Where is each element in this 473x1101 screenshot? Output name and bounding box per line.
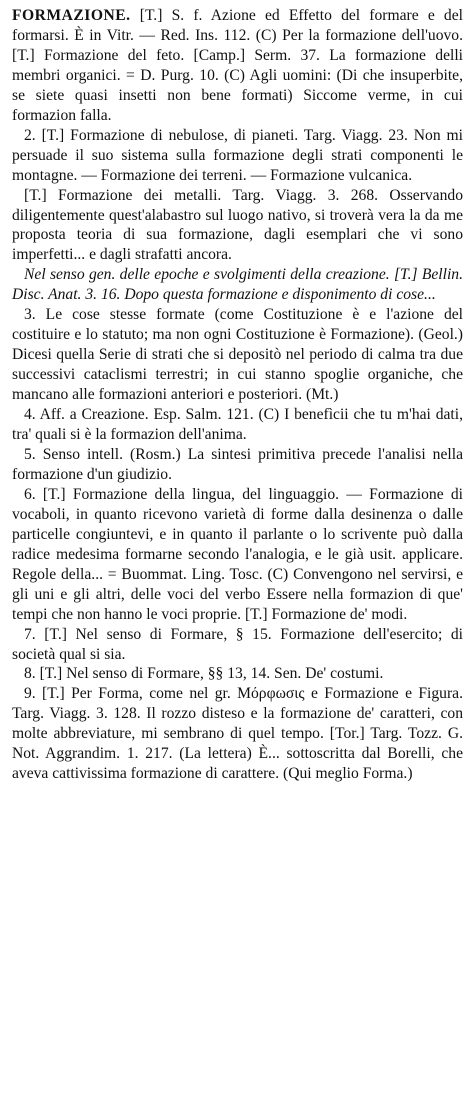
entry-sense-2b: [T.] Formazione dei metalli. Targ. Viagg. 3. 268. Osservando diligentemente quest'alabastro sul luogo nativo, si troverà vera la da me proposta teoria di sua formazione, dagli esemplari che vi sono imperfetti... e dagli strafatti ancora. — [12, 186, 463, 264]
entry-sense-4: 4. Aff. a Creazione. Esp. Salm. 121. (C) I benefìcii che tu m'hai dati, tra' quali si è la formazion dell'anima. — [12, 406, 463, 444]
entry-sense-5: 5. Senso intell. (Rosm.) La sintesi primitiva precede l'analisi nella formazione d'un giudizio. — [12, 445, 463, 483]
headword: FORMAZIONE. — [12, 7, 131, 24]
sense-1-examples: (C) Per la formazione dell'uovo. [T.] Formazione del feto. [Camp.] Serm. 37. La formazione delli membri organici. = D. Purg. 10. (C) Agli uomini: (Di che insuperbite, se siete quasi insetti non bene formati) Siccome verme, in cui formazion falla. — [12, 26, 463, 124]
entry-sense-2: 2. [T.] Formazione di nebulose, di pianeti. Targ. Viagg. 23. Non mi persuade il suo sistema sulla formazione degli strati componenti le montagne. — Formazione dei terreni. — Formazione vulcanica. — [12, 126, 463, 184]
entry-sense-8: 8. [T.] Nel senso di Formare, §§ 13, 14. Sen. De' costumi. — [24, 665, 384, 683]
source-tag: [T.] — [139, 7, 163, 24]
entry-sense-1 — [12, 6, 463, 126]
entry-sense-3: 3. Le cose stesse formate (come Costituzione è e l'azione del costituire e lo statuto; ma non ogni Costituzione è Formazione). (Geol.) Dicesi quella Serie di strati che si depositò nel periodo di calma tra due successivi cataclismi terrestri; in cui stanno spoglie organiche, che mancano alle formazioni anteriori e posteriori. (Mt.) — [12, 306, 463, 404]
entry-sense-2c: Nel senso gen. delle epoche e svolgimenti della creazione. [T.] Bellin. Disc. Anat. 3. 16. Dopo questa formazione e disponimento di cose... — [12, 266, 463, 304]
entry-sense-9: 9. [T.] Per Forma, come nel gr. Μόρφωσις e Formazione e Figura. Targ. Viagg. 3. 128. Il rozzo disteso e la formazione de' caratteri, con molte abbreviature, mi sembrano di quel tempo. [Tor.] Targ. Tozz. G. Not. Aggrandim. 1. 217. (La lettera) È... sottoscritta dal Borelli, che aveva cattivissima formazione di carattere. (Qui meglio Forma.) — [12, 685, 463, 783]
entry-sense-7: 7. [T.] Nel senso di Formare, § 15. Formazione dell'esercito; di società qual si sia. — [12, 625, 463, 663]
entry-sense-6: 6. [T.] Formazione della lingua, del linguaggio. — Formazione di vocaboli, in quanto ricevono varietà di forme dalla desinenza o dalle particelle congiuntevi, e in quanto il parlante o lo scrivente può dalla radice medesima formarne secondo l'analogia, e le già usit. applicare. Regole della... = Buommat. Ling. Tosc. (C) Convengono nel servirsi, e gli uni e gli altri, delle voci del verbo Essere nella formazion di que' tempi che non hanno le voci proprie. [T.] Formazione de' modi. — [12, 485, 463, 623]
sense-1-definition: S. f. Azione ed Effetto del formare e del formarsi. È in Vitr. — Red. Ins. 112. — [12, 7, 463, 44]
